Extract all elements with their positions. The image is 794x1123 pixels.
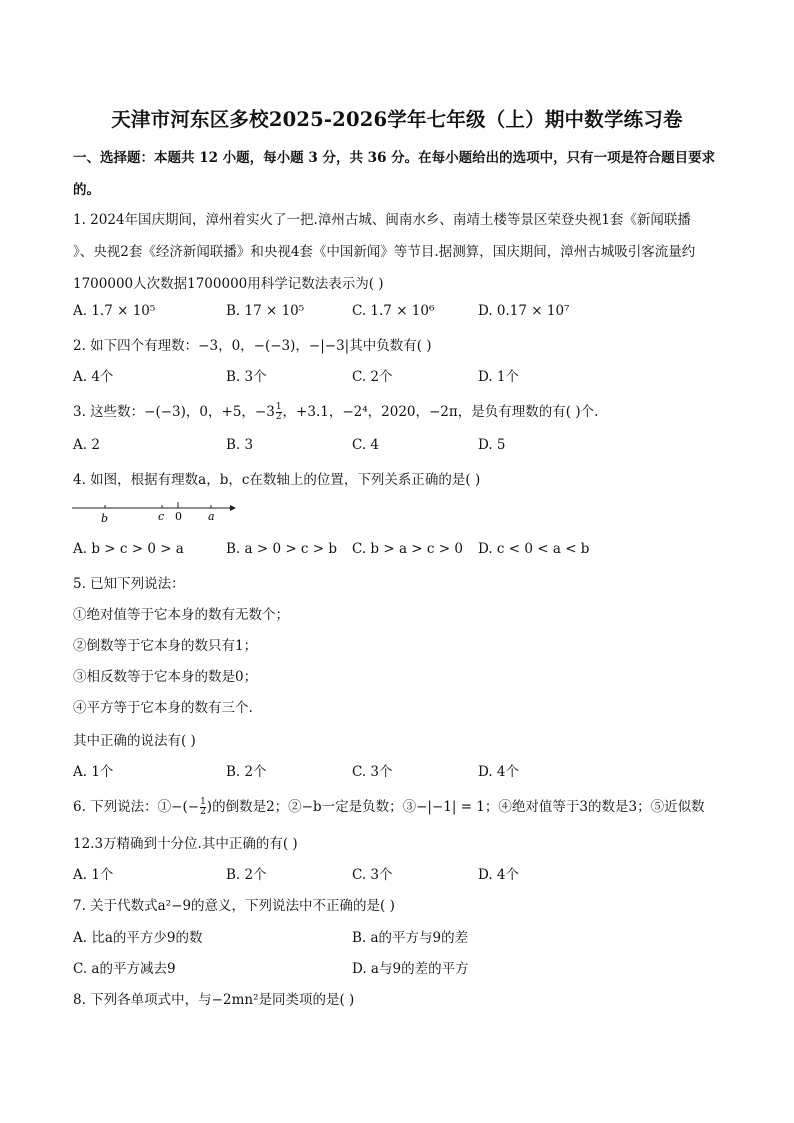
q3-stem-part-a: 3. 这些数：−(−3)，0，+5，−3	[73, 404, 275, 420]
q4-option-a: A. b > c > 0 > a	[73, 541, 184, 557]
q5-stem: 5. 已知下列说法：	[73, 576, 185, 592]
q5-option-c: C. 3个	[352, 764, 393, 780]
q5-statement-4: ④平方等于它本身的数有三个.	[73, 700, 253, 716]
q6-option-a: A. 1个	[73, 867, 114, 883]
q1-option-d: D. 0.17 × 10⁷	[478, 303, 570, 319]
q3-option-a: A. 2	[73, 437, 100, 453]
q4-option-b: B. a > 0 > c > b	[226, 541, 338, 557]
label-b: b	[101, 512, 109, 525]
q1-stem-line2: 》、央视2套《经济新闻联播》和央视4套《中国新闻》等节目.据测算，国庆期间，漳州古城吸引客流量约	[73, 244, 696, 260]
q3-stem	[73, 400, 598, 422]
q7-option-a: A. 比a的平方少9的数	[73, 930, 203, 946]
q6-stem-line2: 12.3万精确到十分位.其中正确的有( )	[73, 836, 298, 852]
q5-option-b: B. 2个	[226, 764, 267, 780]
q5-option-d: D. 4个	[478, 764, 520, 780]
q3-option-d: D. 5	[478, 437, 506, 453]
q2-stem: 2. 如下四个有理数：−3，0，−(−3)，−|−3|其中负数有( )	[73, 338, 432, 354]
q6-option-d: D. 4个	[478, 867, 520, 883]
q8-stem: 8. 下列各单项式中，与−2mn²是同类项的是( )	[73, 992, 355, 1008]
q5-statement-3: ③相反数等于它本身的数是0；	[73, 669, 258, 685]
label-c: c	[158, 510, 165, 523]
q6-option-c: C. 3个	[352, 867, 393, 883]
q6-stem-part-a: 6. 下列说法：①−(−	[73, 799, 200, 815]
q4-option-c: C. b > a > c > 0	[352, 541, 463, 557]
q6-fraction-numerator: 1	[200, 797, 206, 807]
q5-statement-2: ②倒数等于它本身的数只有1；	[73, 638, 258, 654]
q2-option-a: A. 4个	[73, 369, 114, 385]
q4-stem: 4. 如图，根据有理数a，b，c在数轴上的位置，下列关系正确的是( )	[73, 472, 481, 488]
q5-question: 其中正确的说法有( )	[73, 733, 196, 749]
q6-stem-line1	[73, 795, 705, 817]
q4-option-d: D. c < 0 < a < b	[478, 541, 590, 557]
label-a: a	[208, 510, 215, 523]
q2-option-d: D. 1个	[478, 369, 520, 385]
section-heading-line2: 的。	[73, 182, 100, 198]
q7-option-c: C. a的平方减去9	[73, 961, 176, 977]
q1-stem-line1: 1. 2024年国庆期间，漳州着实火了一把.漳州古城、闽南水乡、南靖土楼等景区荣登央视1套《新闻联播	[73, 212, 691, 228]
q1-option-c: C. 1.7 × 10⁶	[352, 303, 435, 319]
q3-stem-part-b: ，+3.1，−2⁴，2020，−2π，是负有理数的有( )个.	[282, 404, 599, 420]
q3-fraction-numerator: 1	[275, 402, 282, 412]
q6-stem-part-b: )的倒数是2；②−b一定是负数；③−|−1| = 1；④绝对值等于3的数是3；⑤近似数	[206, 799, 705, 815]
q1-option-b: B. 17 × 10⁵	[226, 303, 305, 319]
q3-option-b: B. 3	[226, 437, 254, 453]
section-heading-line1: 一、选择题：本题共 12 小题，每小题 3 分，共 36 分。在每小题给出的选项中，只有一项是符合题目要求	[73, 150, 716, 166]
q6-fraction	[200, 798, 206, 817]
q5-statement-1: ①绝对值等于它本身的数有无数个；	[73, 607, 289, 623]
q7-option-b: B. a的平方与9的差	[352, 930, 469, 946]
q6-option-b: B. 2个	[226, 867, 267, 883]
number-line-arrow	[230, 505, 236, 511]
q1-option-a: A. 1.7 × 10⁵	[73, 303, 156, 319]
q7-option-d: D. a与9的差的平方	[352, 961, 469, 977]
q6-fraction-denominator: 2	[200, 807, 206, 817]
q2-option-b: B. 3个	[226, 369, 267, 385]
q7-stem: 7. 关于代数式a²−9的意义，下列说法中不正确的是( )	[73, 898, 395, 914]
q3-fraction	[276, 403, 282, 422]
q5-option-a: A. 1个	[73, 764, 114, 780]
label-zero: 0	[175, 510, 182, 523]
q1-stem-line3: 1700000人次数据1700000用科学记数法表示为( )	[73, 276, 384, 292]
page-title: 天津市河东区多校2025-2026学年七年级（上）期中数学练习卷	[111, 108, 683, 131]
number-line-figure	[70, 500, 240, 528]
q3-option-c: C. 4	[352, 437, 380, 453]
q2-option-c: C. 2个	[352, 369, 393, 385]
q3-fraction-denominator: 2	[275, 412, 282, 422]
